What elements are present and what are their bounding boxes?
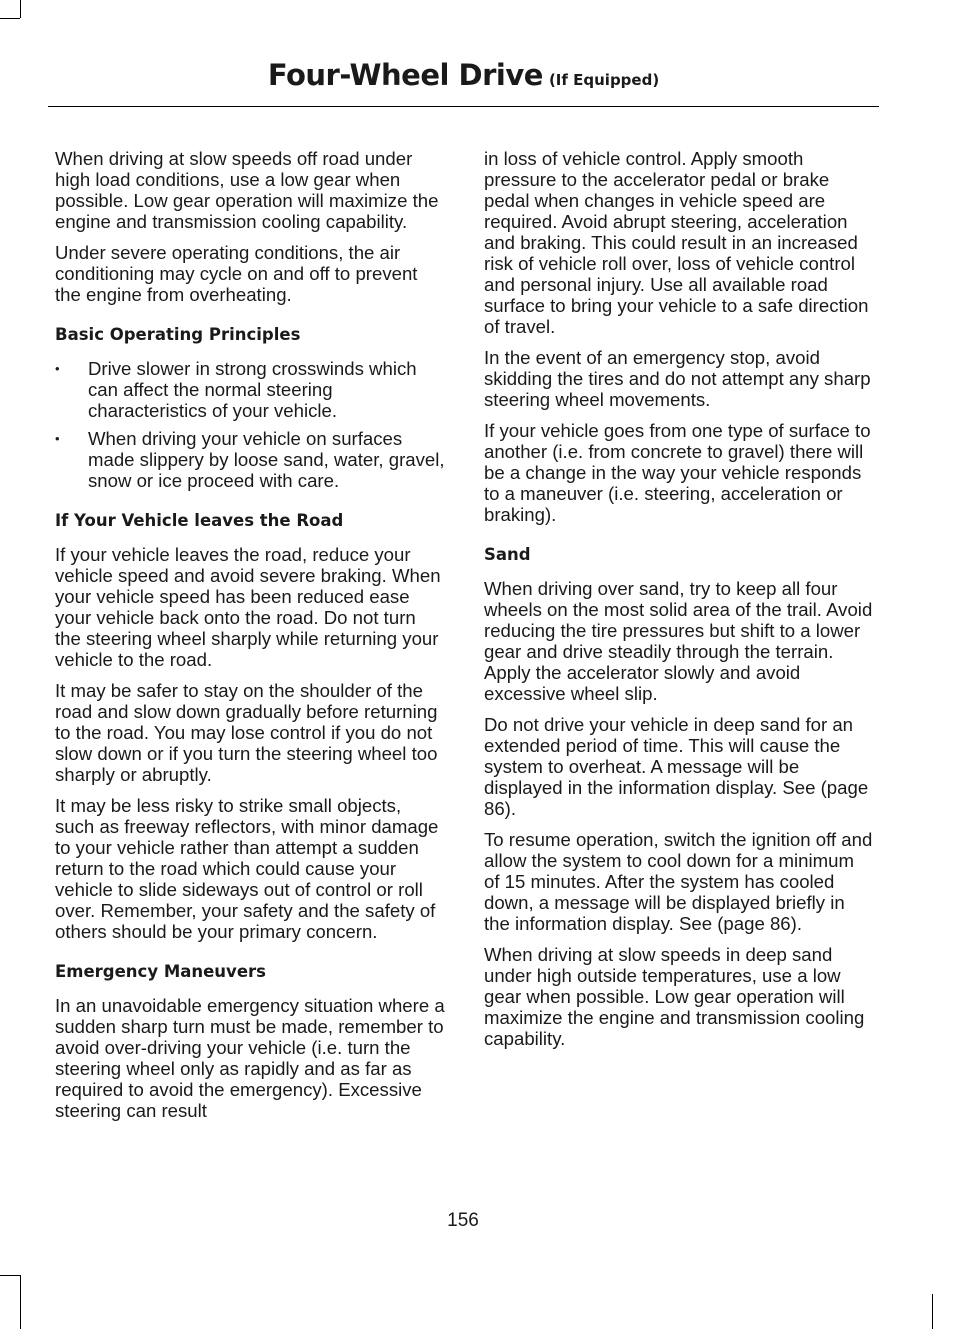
crop-mark-bottom-right-v (932, 1294, 933, 1329)
list-item: • Drive slower in strong crosswinds which can affect the normal steering characteristics of your vehicle. (55, 358, 445, 421)
page-subtitle: (If Equipped) (548, 71, 660, 89)
section-heading: Sand (484, 545, 531, 564)
bullet-list (55, 358, 445, 491)
paragraph: Under severe operating conditions, the air conditioning may cycle on and off to prevent the engine from overheating. (55, 242, 418, 305)
paragraph: When driving at slow speeds off road under high load conditions, use a low gear when possible. Low gear operation will maximize the engine and transmission cooling capability. (55, 148, 439, 232)
page-title: Four-Wheel Drive (267, 58, 543, 92)
section-heading: Basic Operating Principles (55, 325, 301, 344)
paragraph: In an unavoidable emergency situation where a sudden sharp turn must be made, remember to avoid over-driving your vehicle (i.e. turn the steering wheel only as rapidly and as far as required to avoid the emergency). Excessive steering can result (55, 995, 445, 1121)
section-heading: Emergency Maneuvers (55, 962, 266, 981)
paragraph: If your vehicle goes from one type of surface to another (i.e. from concrete to gravel) there will be a change in the way your vehicle responds to a maneuver (i.e. steering, acceleration or braking). (484, 420, 871, 525)
page-number: 156 (447, 1210, 479, 1231)
paragraph: It may be less risky to strike small objects, such as freeway reflectors, with minor damage to your vehicle rather than attempt a sudden return to the road which could cause your vehicle to slide sideways out of control or roll over. Remember, your safety and the safety of others should be your primary concern. (55, 795, 439, 942)
page-header (48, 58, 879, 92)
crop-mark-bottom-left-v (20, 1275, 21, 1329)
paragraph: When driving over sand, try to keep all four wheels on the most solid area of the trail. Avoid reducing the tire pressures but shift to a lower gear and drive steadily through the terrain. Apply the accelerator slowly and avoid excessive wheel slip. (484, 578, 873, 704)
crop-mark-top-left-v (20, 0, 21, 18)
section-heading: If Your Vehicle leaves the Road (55, 511, 344, 530)
paragraph: It may be safer to stay on the shoulder of the road and slow down gradually before returning to the road. You may lose control if you do not slow down or if you turn the steering wheel too sharply or abruptly. (55, 680, 438, 785)
paragraph: When driving at slow speeds in deep sand under high outside temperatures, use a low gear when possible. Low gear operation will maximize the engine and transmission cooling capability. (484, 944, 865, 1049)
crop-mark-top-left-h (0, 18, 20, 19)
list-item: • When driving your vehicle on surfaces made slippery by loose sand, water, gravel, snow or ice proceed with care. (55, 428, 445, 491)
paragraph: If your vehicle leaves the road, reduce your vehicle speed and avoid severe braking. When your vehicle speed has been reduced ease your vehicle back onto the road. Do not turn the steering wheel sharply while returning your vehicle to the road. (55, 544, 441, 670)
right-column (484, 148, 874, 1059)
paragraph: In the event of an emergency stop, avoid skidding the tires and do not attempt any sharp steering wheel movements. (484, 347, 871, 410)
paragraph: Do not drive your vehicle in deep sand for an extended period of time. This will cause the system to overheat. A message will be displayed in the information display. See (page 86). (484, 714, 869, 819)
paragraph: To resume operation, switch the ignition off and allow the system to cool down for a minimum of 15 minutes. After the system has cooled down, a message will be displayed briefly in the information display. See (page 86). (484, 829, 873, 934)
header-divider (48, 106, 879, 107)
left-column (55, 148, 445, 1131)
paragraph: in loss of vehicle control. Apply smooth pressure to the accelerator pedal or brake pedal when changes in vehicle speed are required. Avoid abrupt steering, acceleration and braking. This could result in an increased risk of vehicle roll over, loss of vehicle control and personal injury. Use all available road surface to bring your vehicle to a safe direction of travel. (484, 148, 869, 337)
crop-mark-bottom-left-h (0, 1275, 20, 1276)
